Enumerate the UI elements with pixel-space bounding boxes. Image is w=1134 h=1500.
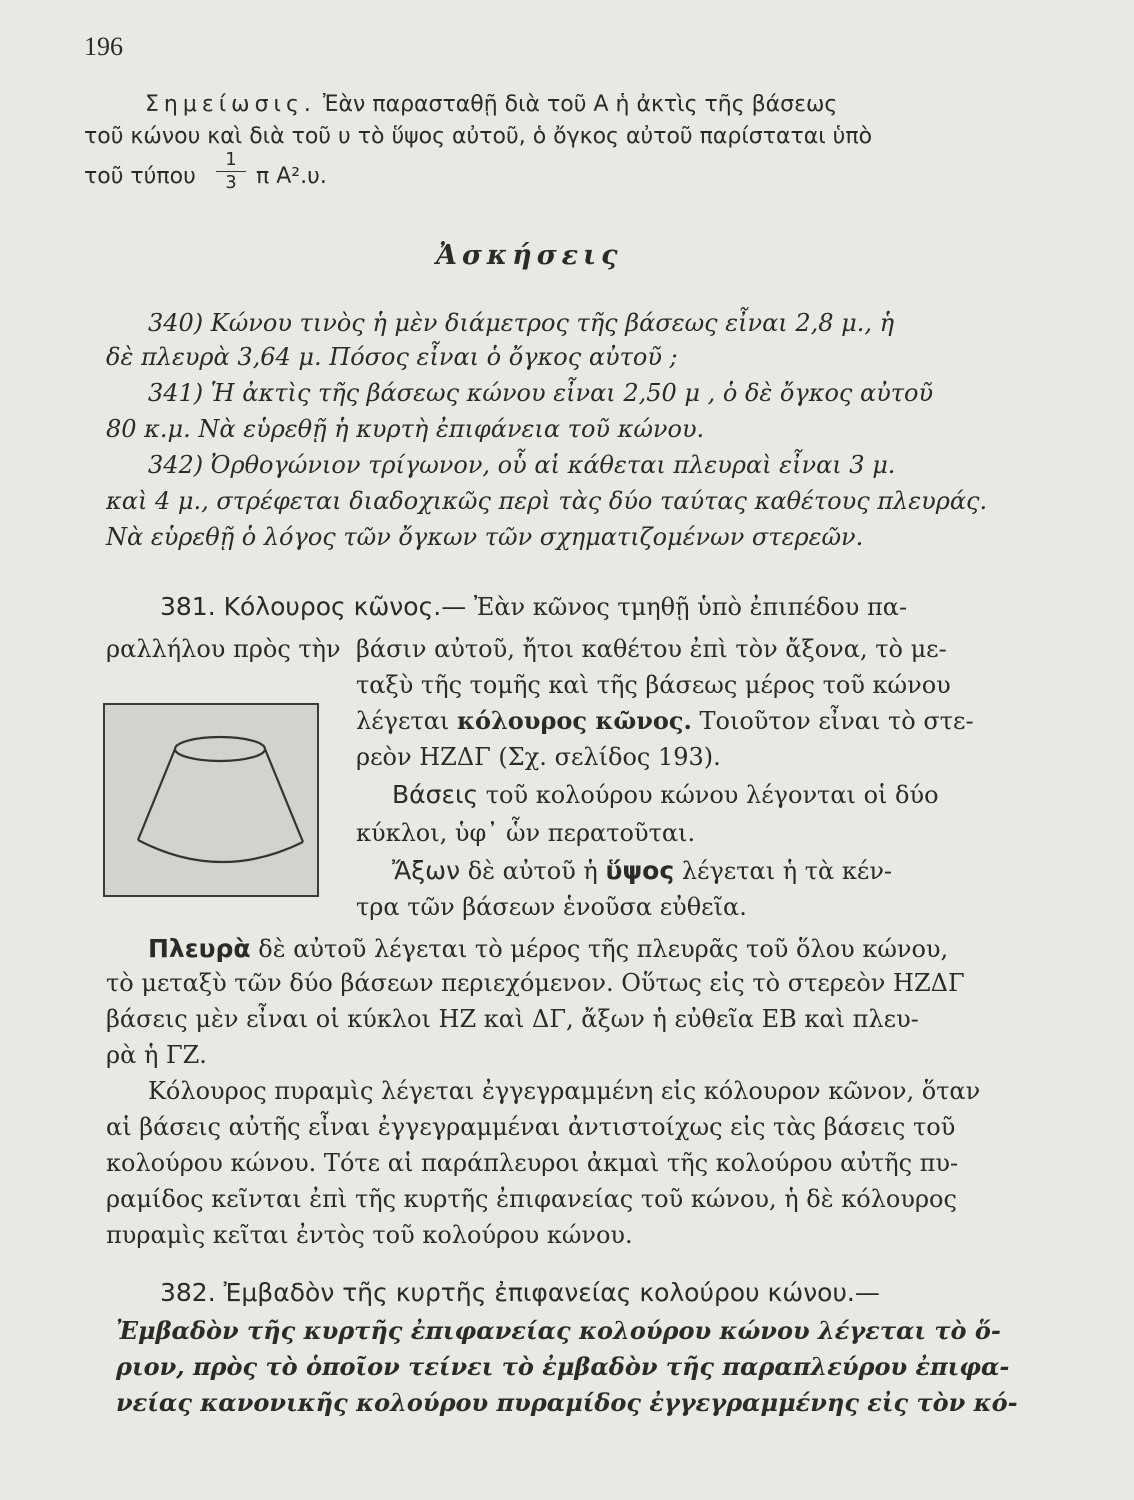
section-381-line-15: αἱ βάσεις αὐτῆς εἶναι ἐγγεγραμμέναι ἀντιστοίχως εἰς τὰς βάσεις τοῦ	[106, 1113, 956, 1141]
section-381-line-17: ραμίδος κεῖνται ἐπὶ τῆς κυρτῆς ἐπιφανείας τοῦ κώνου, ἡ δὲ κόλουρος	[106, 1185, 957, 1213]
term-frustum: κόλουρος κῶνος.	[456, 706, 692, 735]
section-381-line-18: πυραμὶς κεῖται ἐντὸς τοῦ κολούρου κώνου.	[106, 1221, 633, 1249]
term-height: ὕψος	[605, 856, 675, 885]
note-line-1	[145, 90, 837, 120]
exercise-line: 342) Ὀρθογώνιον τρίγωνον, οὗ αἱ κάθεται πλευραὶ εἶναι 3 μ.	[148, 451, 896, 479]
bottom-base-arc	[138, 840, 303, 862]
exercise-line: Νὰ εὑρεθῇ ὁ λόγος τῶν ὄγκων τῶν σχηματιζομένων στερεῶν.	[106, 523, 864, 551]
text: δὲ αὐτοῦ ἡ	[467, 857, 598, 885]
note-formula-prefix: τοῦ τύπου	[84, 164, 196, 189]
note-label: Σημείωσις.	[145, 92, 316, 117]
section-381-line-14: Κόλουρος πυραμὶς λέγεται ἐγγεγραμμένη εἰς κόλουρον κῶνον, ὅταν	[148, 1077, 981, 1105]
section-381-line-10	[148, 934, 948, 964]
text: Τοιοῦτον εἶναι τὸ στε-	[699, 707, 974, 735]
exercise-line: 341) Ἡ ἀκτὶς τῆς βάσεως κώνου εἶναι 2,50 μ , ὁ δὲ ὄγκος αὐτοῦ	[148, 379, 934, 407]
frustum-drawing	[105, 705, 317, 895]
section-381-line-5: ρεὸν ΗΖΔΓ (Σχ. σελίδος 193).	[356, 743, 721, 771]
text: τοῦ κολούρου κώνου λέγονται οἱ δύο	[485, 781, 939, 809]
top-base-ellipse	[175, 737, 265, 761]
fraction-numerator: 1	[225, 149, 237, 170]
section-381-text: Ἐὰν κῶνος τμηθῇ ὑπὸ ἐπιπέδου πα-	[473, 593, 908, 621]
note-formula-suffix: π Α².υ.	[256, 164, 327, 189]
section-382-line-1: Ἐμβαδὸν τῆς κυρτῆς ἐπιφανείας κολούρου κώνου λέγεται τὸ ὅ-	[116, 1316, 1001, 1345]
section-381-line-2-right: βάσιν αὐτοῦ, ἤτοι καθέτου ἐπὶ τὸν ἄξονα, τὸ με-	[356, 635, 947, 663]
fraction-denominator: 3	[225, 172, 237, 193]
term-bases: Βάσεις	[392, 780, 479, 809]
section-381-line-13: ρὰ ἡ ΓΖ.	[106, 1041, 207, 1069]
right-side-line	[265, 749, 303, 842]
section-382-heading: 382. Ἐμβαδὸν τῆς κυρτῆς ἐπιφανείας κολούρου κώνου.—	[160, 1278, 880, 1307]
frustum-figure	[103, 703, 319, 897]
section-381-line-9: τρα τῶν βάσεων ἑνοῦσα εὐθεῖα.	[356, 893, 747, 921]
section-381-line-2: ραλλήλου πρὸς τὴν	[106, 635, 341, 663]
section-381-line-1	[160, 592, 907, 622]
fraction	[216, 150, 246, 193]
section-381-line-3: ταξὺ τῆς τομῆς καὶ τῆς βάσεως μέρος τοῦ κώνου	[356, 671, 951, 699]
section-381-line-12: βάσεις μὲν εἶναι οἱ κύκλοι ΗΖ καὶ ΔΓ, ἄξων ἡ εὐθεῖα ΕΒ καὶ πλευ-	[106, 1005, 919, 1033]
term-side: Πλευρὰ	[148, 934, 251, 963]
section-381-line-16: κολούρου κώνου. Τότε αἱ παράπλευροι ἀκμαὶ τῆς κολούρου αὐτῆς πυ-	[106, 1149, 959, 1177]
section-381-line-8	[392, 856, 892, 886]
exercise-line: δὲ πλευρὰ 3,64 μ. Πόσος εἶναι ὁ ὄγκος αὐτοῦ ;	[106, 343, 678, 371]
exercise-line: καὶ 4 μ., στρέφεται διαδοχικῶς περὶ τὰς δύο ταύτας καθέτους πλευράς.	[106, 487, 988, 515]
text: δὲ αὐτοῦ λέγεται τὸ μέρος τῆς πλευρᾶς τοῦ ὅλου κώνου,	[258, 935, 949, 963]
exercises-title: Ἀσκήσεις	[436, 240, 623, 271]
text: λέγεται	[356, 707, 450, 735]
exercise-line: 80 κ.μ. Νὰ εὑρεθῇ ἡ κυρτὴ ἐπιφάνεια τοῦ κώνου.	[106, 415, 705, 443]
section-381-line-11: τὸ μεταξὺ τῶν δύο βάσεων περιεχόμενον. Οὕτως εἰς τὸ στερεὸν ΗΖΔΓ	[106, 969, 965, 997]
exercise-line: 340) Κώνου τινὸς ἡ μὲν διάμετρος τῆς βάσεως εἶναι 2,8 μ., ἡ	[148, 309, 895, 337]
term-axis: Ἄξων	[392, 856, 461, 885]
page-number: 196	[84, 32, 123, 61]
note-line-2: τοῦ κώνου καὶ διὰ τοῦ υ τὸ ὕψος αὐτοῦ, ὁ ὄγκος αὐτοῦ παρίσταται ὑπὸ	[84, 124, 873, 149]
section-381-line-4	[356, 706, 974, 736]
section-381-heading: 381. Κόλουρος κῶνος.—	[160, 592, 467, 621]
section-382-line-2: ριον, πρὸς τὸ ὁποῖον τείνει τὸ ἐμβαδὸν τῆς παραπλεύρου ἐπιφα-	[116, 1352, 1010, 1381]
left-side-line	[138, 749, 175, 840]
section-381-line-7: κύκλοι, ὑφ᾽ ὧν περατοῦται.	[356, 819, 696, 847]
text: λέγεται ἡ τὰ κέν-	[681, 857, 893, 885]
section-381-line-6	[392, 780, 939, 810]
section-382-line-3: νείας κανονικῆς κολούρου πυραμίδος ἐγγεγραμμένης εἰς τὸν κό-	[116, 1388, 1018, 1417]
note-text-1: Ἐὰν παρασταθῇ διὰ τοῦ Α ἡ ἀκτὶς τῆς βάσεως	[322, 92, 838, 117]
